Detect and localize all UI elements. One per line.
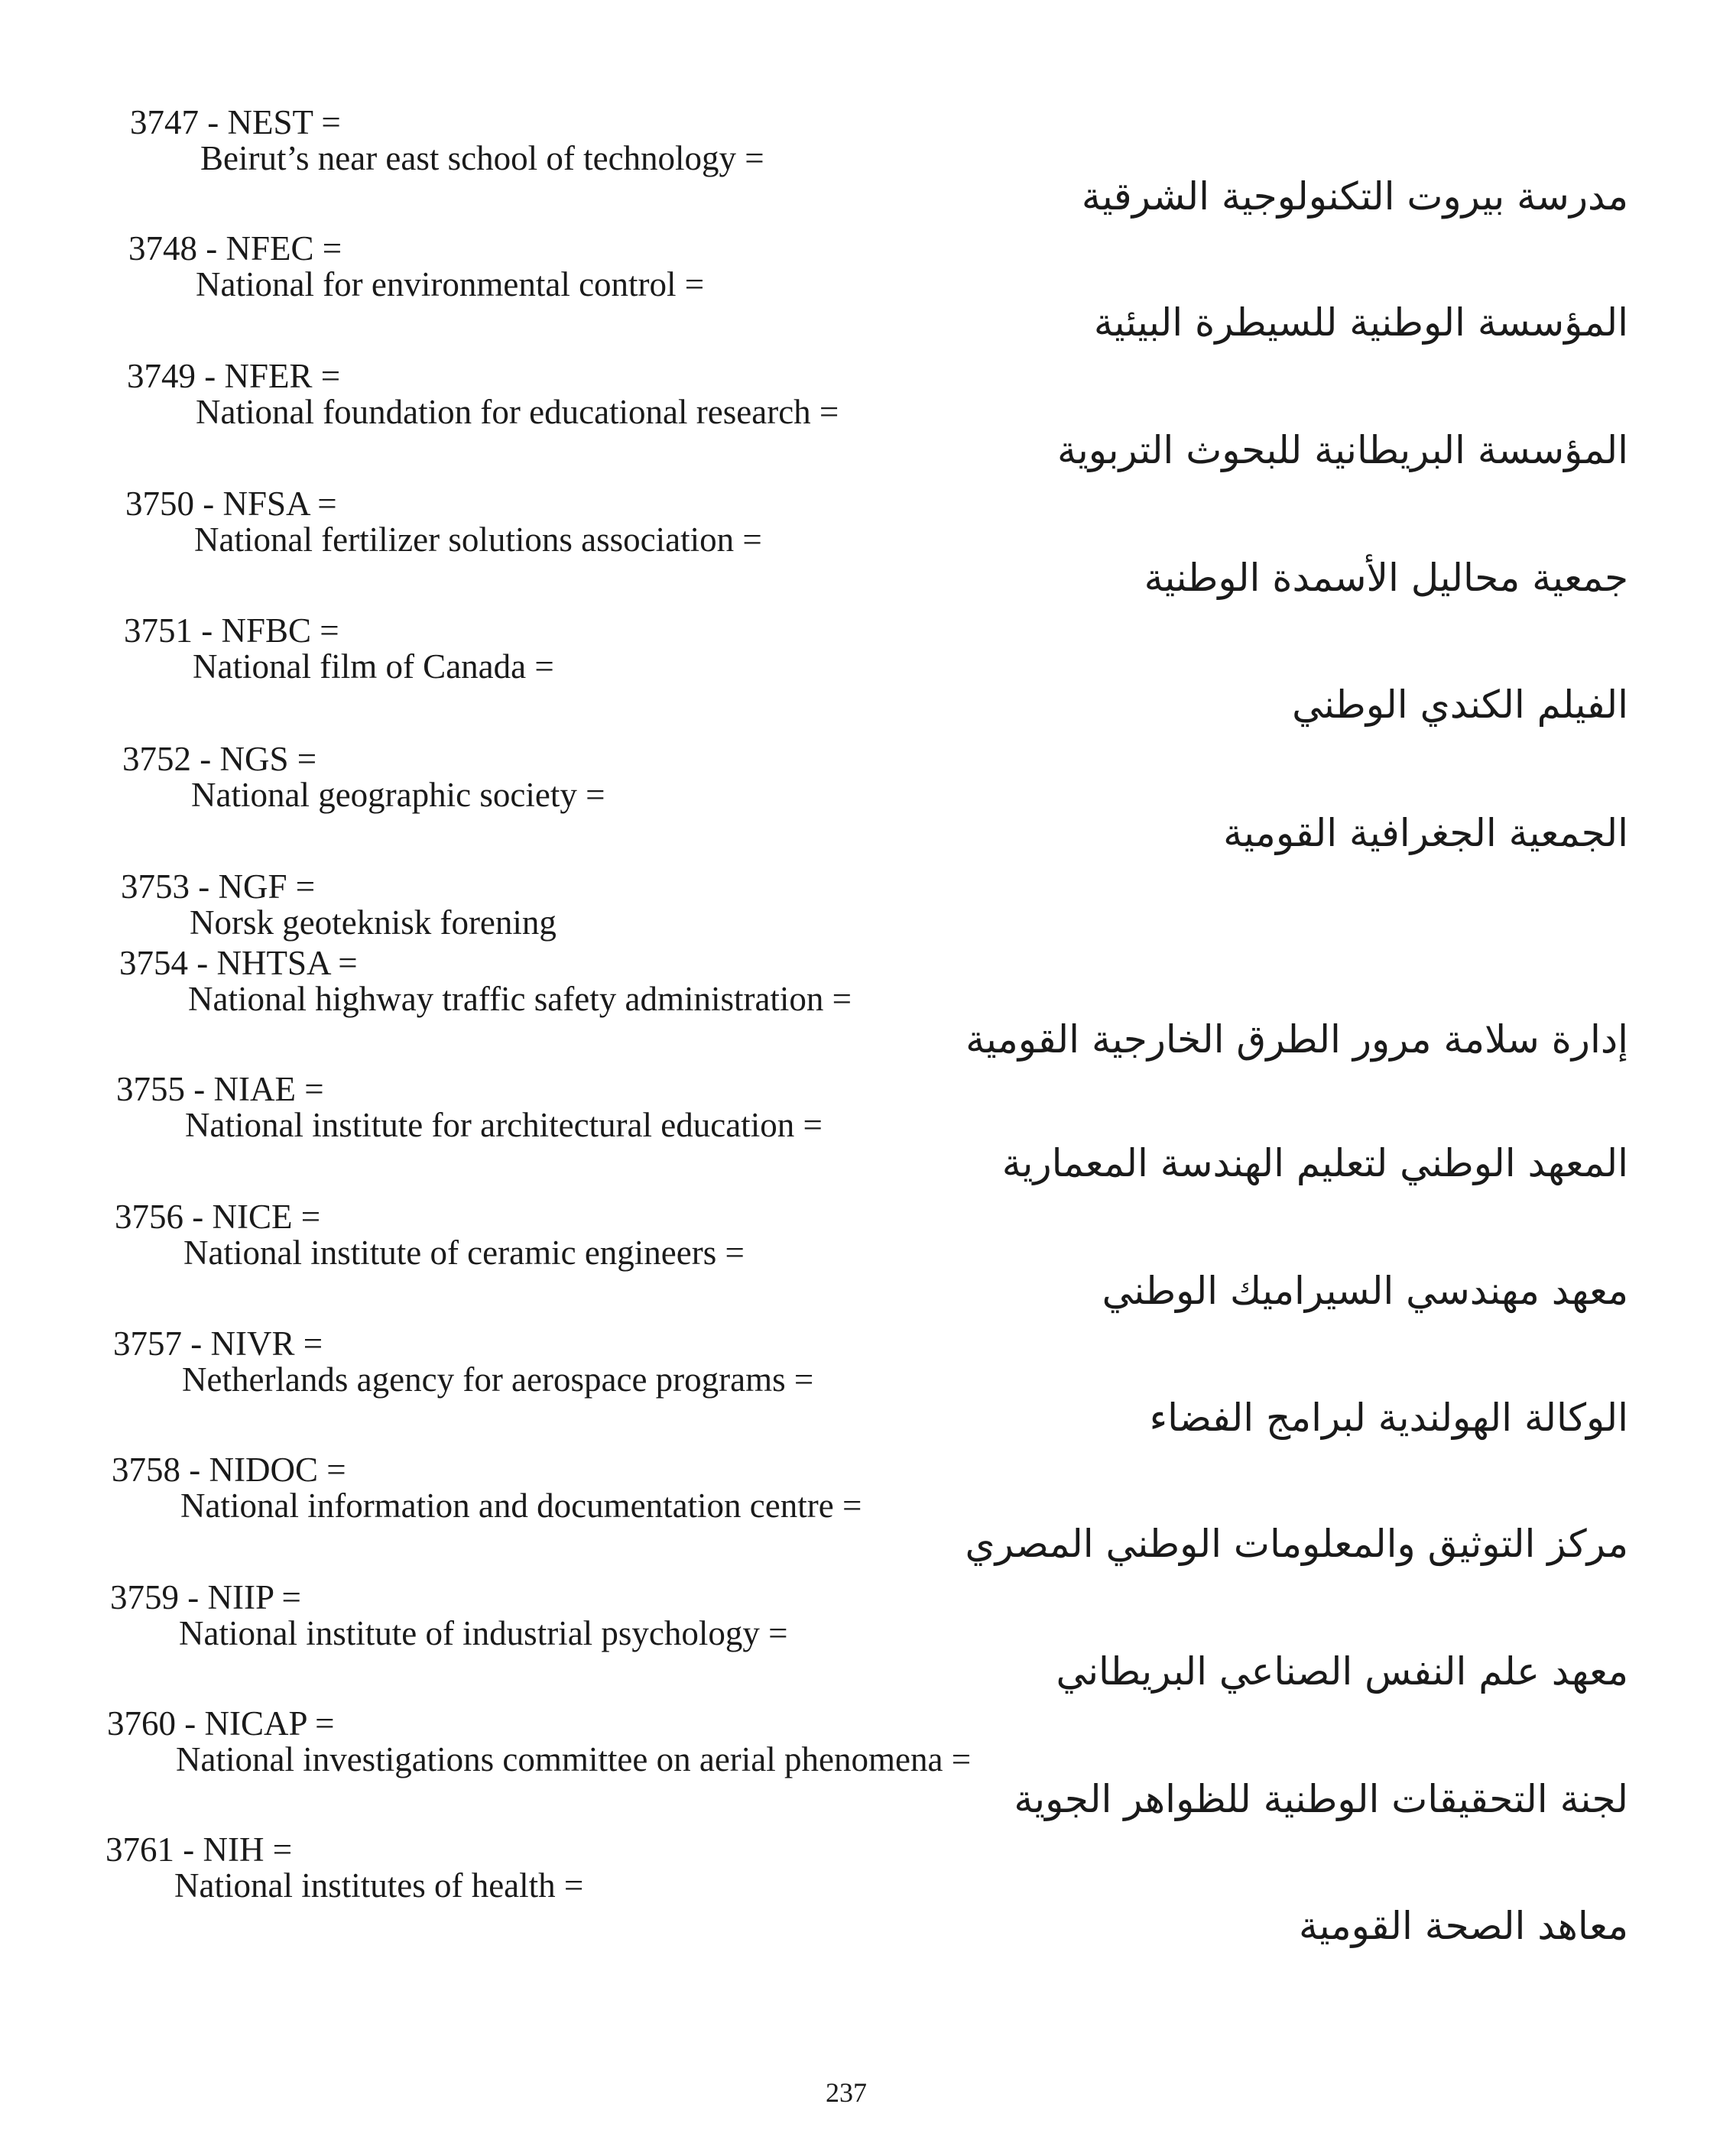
entry-arabic: المؤسسة البريطانية للبحوث التربوية xyxy=(1057,428,1628,472)
entry-english: National institute of industrial psychology = xyxy=(179,1614,788,1652)
entry-english: National institute for architectural education = xyxy=(185,1106,823,1144)
entry-heading: 3761 - NIH = xyxy=(105,1830,293,1869)
entry-heading: 3756 - NICE = xyxy=(115,1198,321,1236)
entry-3760 xyxy=(0,1704,1720,1827)
entry-3759 xyxy=(0,1578,1720,1700)
entry-arabic: الفيلم الكندي الوطني xyxy=(1292,682,1628,727)
entry-arabic: لجنة التحقيقات الوطنية للظواهر الجوية xyxy=(1014,1777,1628,1821)
entry-english: Norsk geoteknisk forening xyxy=(190,903,557,942)
entry-arabic: إدارة سلامة مرور الطرق الخارجية القومية xyxy=(965,1017,1628,1062)
entry-3749 xyxy=(0,357,1720,479)
entry-3758 xyxy=(0,1451,1720,1573)
entry-arabic: الوكالة الهولندية لبرامج الفضاء xyxy=(1149,1396,1628,1440)
entry-arabic: مركز التوثيق والمعلومات الوطني المصري xyxy=(965,1522,1628,1566)
entry-heading: 3760 - NICAP = xyxy=(107,1704,335,1743)
entry-arabic: المؤسسة الوطنية للسيطرة البيئية xyxy=(1093,300,1628,345)
entry-3750 xyxy=(0,485,1720,607)
entry-english: Beirut’s near east school of technology = xyxy=(200,139,764,177)
entry-heading: 3755 - NIAE = xyxy=(116,1070,324,1108)
entry-3757 xyxy=(0,1324,1720,1447)
entry-arabic: مدرسة بيروت التكنولوجية الشرقية xyxy=(1081,174,1628,219)
entry-english: National geographic society = xyxy=(191,776,605,814)
entry-heading: 3758 - NIDOC = xyxy=(112,1451,346,1489)
entry-arabic: الجمعية الجغرافية القومية xyxy=(1223,811,1628,855)
entry-heading: 3757 - NIVR = xyxy=(113,1324,323,1363)
entry-arabic: المعهد الوطني لتعليم الهندسة المعمارية xyxy=(1001,1141,1628,1185)
page-number: 237 xyxy=(826,2077,867,2108)
entry-heading: 3749 - NFER = xyxy=(127,357,341,395)
entry-heading: 3751 - NFBC = xyxy=(124,611,339,650)
entry-arabic: معهد علم النفس الصناعي البريطاني xyxy=(1056,1649,1628,1694)
entry-3755 xyxy=(0,1070,1720,1192)
entry-english: National for environmental control = xyxy=(196,265,705,303)
entry-3748 xyxy=(0,229,1720,352)
entry-heading: 3754 - NHTSA = xyxy=(119,944,358,982)
entry-heading: 3748 - NFEC = xyxy=(128,229,342,267)
entry-3747 xyxy=(0,103,1720,225)
entry-english: National investigations committee on aerial phenomena = xyxy=(176,1740,972,1778)
entry-english: National fertilizer solutions association = xyxy=(194,520,762,559)
entry-arabic: معهد مهندسي السيراميك الوطني xyxy=(1102,1269,1628,1313)
entry-heading: 3752 - NGS = xyxy=(122,740,317,778)
entry-arabic: جمعية محاليل الأسمدة الوطنية xyxy=(1144,556,1628,600)
entry-heading: 3750 - NFSA = xyxy=(125,485,337,523)
entry-arabic: معاهد الصحة القومية xyxy=(1298,1904,1628,1948)
entry-english: National foundation for educational research = xyxy=(196,393,839,431)
entry-heading: 3759 - NIIP = xyxy=(110,1578,301,1616)
entry-heading: 3753 - NGF = xyxy=(121,867,316,906)
entry-english: National institute of ceramic engineers = xyxy=(183,1234,745,1272)
entry-3756 xyxy=(0,1198,1720,1320)
entry-english: National institutes of health = xyxy=(174,1866,584,1905)
entry-english: Netherlands agency for aerospace programs = xyxy=(182,1360,814,1399)
entry-3751 xyxy=(0,611,1720,734)
entry-3752 xyxy=(0,740,1720,862)
entry-3754 xyxy=(0,944,1720,1066)
entry-english: National film of Canada = xyxy=(193,647,554,686)
entry-english: National information and documentation centre = xyxy=(180,1487,862,1525)
entry-heading: 3747 - NEST = xyxy=(130,103,341,141)
entry-english: National highway traffic safety administration = xyxy=(188,980,852,1018)
entry-3761 xyxy=(0,1830,1720,1953)
